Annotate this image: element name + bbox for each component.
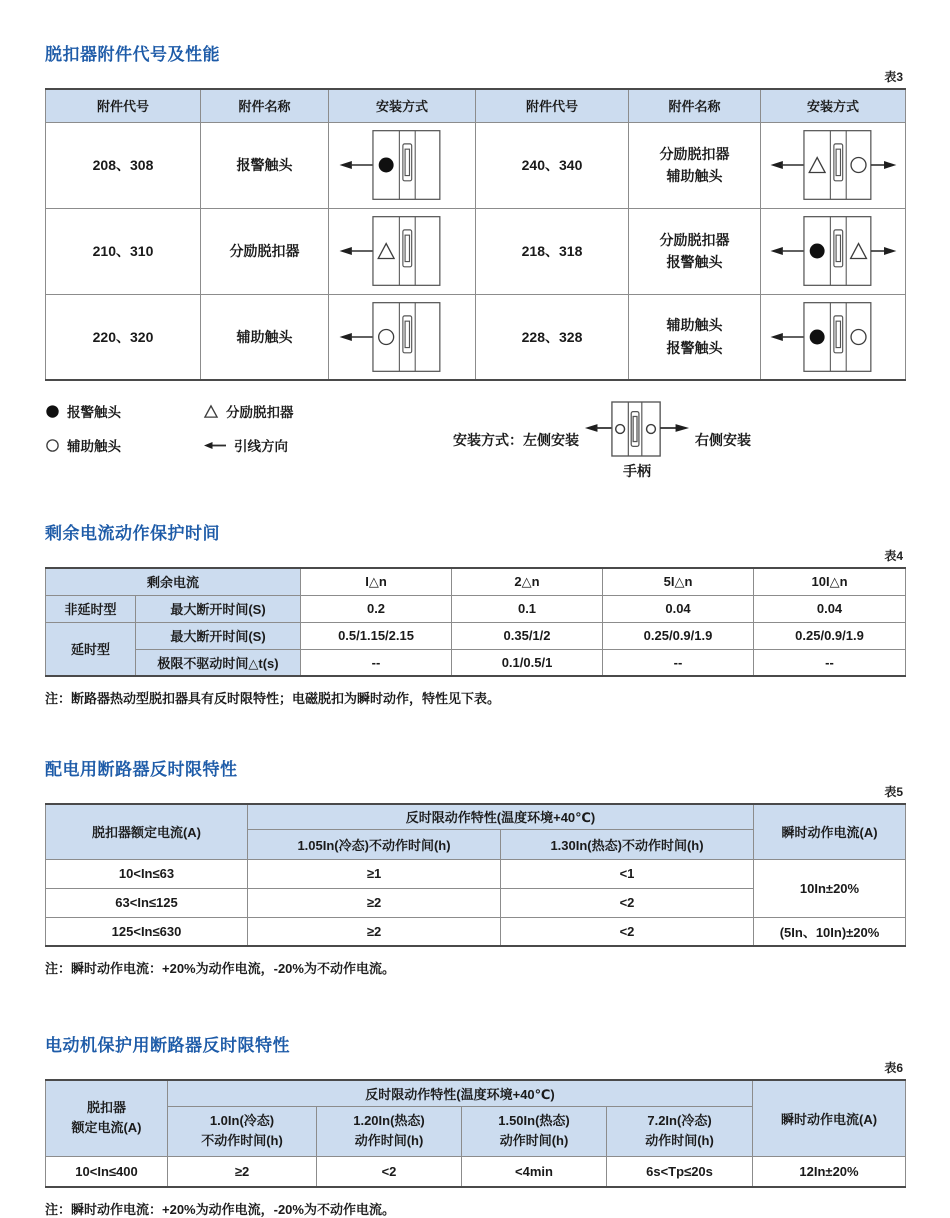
column-header: 1.05In(冷态)不动作时间(h) xyxy=(248,829,501,859)
value-cell: 0.04 xyxy=(754,595,906,622)
row-group-label: 延时型 xyxy=(46,622,136,676)
value-cell: <1 xyxy=(501,859,754,888)
current-range: 10<In≤63 xyxy=(46,859,248,888)
row-param-label: 最大断开时间(S) xyxy=(136,622,301,649)
value-cell: ≥2 xyxy=(248,917,501,946)
handle-diagram-icon xyxy=(583,399,691,459)
accessory-name: 报警触头 xyxy=(201,122,329,208)
column-header: 附件代号 xyxy=(46,89,201,122)
legend-symbol-list xyxy=(45,401,375,455)
value-cell: 0.25/0.9/1.9 xyxy=(754,622,906,649)
rated-current-header: 脱扣器 额定电流(A) xyxy=(46,1080,168,1156)
column-header: 1.20In(热态) 动作时间(h) xyxy=(317,1106,462,1156)
mount-diagram-alarm-left-shunt-right-icon xyxy=(767,212,899,290)
residual-current-table xyxy=(45,567,906,677)
rated-current-header: 脱扣器额定电流(A) xyxy=(46,804,248,859)
install-diagram-wrap xyxy=(583,399,691,481)
column-header: 1.0In(冷态) 不动作时间(h) xyxy=(168,1106,317,1156)
accessory-name: 辅助触头 报警触头 xyxy=(629,294,761,380)
accessory-name: 分励脱扣器 报警触头 xyxy=(629,208,761,294)
motor-inverse-time-table xyxy=(45,1079,906,1188)
column-header: 10I△n xyxy=(754,568,906,595)
section-distribution-inverse-time xyxy=(45,755,905,977)
section-title: 电动机保护用断路器反时限特性 xyxy=(45,1036,290,1055)
column-header: 5I△n xyxy=(603,568,754,595)
instant-current-header: 瞬时动作电流(A) xyxy=(754,804,906,859)
table6-note: 注：瞬时动作电流：+20%为动作电流，-20%为不动作电流。 xyxy=(45,1202,395,1217)
mount-diagram-shunt-left-aux-right-icon xyxy=(767,126,899,204)
install-direction-legend xyxy=(453,399,751,481)
legend-label: 分励脱扣器 xyxy=(226,405,294,420)
column-header: 附件名称 xyxy=(201,89,329,122)
legend-label: 引线方向 xyxy=(234,439,288,454)
section-title: 剩余电流动作保护时间 xyxy=(45,524,220,543)
current-range: 10<In≤400 xyxy=(46,1156,168,1187)
install-left-label: 安装方式：左侧安装 xyxy=(453,432,579,448)
datasheet-page xyxy=(45,0,905,1218)
section-title: 配电用断路器反时限特性 xyxy=(45,760,238,779)
mount-diagram-cell xyxy=(329,294,476,380)
table3-label: 表3 xyxy=(884,70,903,84)
value-cell: <2 xyxy=(501,917,754,946)
column-header: 2△n xyxy=(452,568,603,595)
column-header: I△n xyxy=(301,568,452,595)
accessory-code: 218、318 xyxy=(476,208,629,294)
value-cell: 0.1 xyxy=(452,595,603,622)
legend-item-aux-contact xyxy=(45,435,203,455)
column-header: 1.50In(热态) 动作时间(h) xyxy=(462,1106,607,1156)
value-cell: <2 xyxy=(317,1156,462,1187)
accessory-code: 228、328 xyxy=(476,294,629,380)
table6-label: 表6 xyxy=(884,1061,903,1075)
column-header: 1.30In(热态)不动作时间(h) xyxy=(501,829,754,859)
triangle-icon xyxy=(203,404,219,419)
mount-diagram-shunt-left-icon xyxy=(336,212,468,290)
table-row xyxy=(46,1156,906,1187)
instant-value: 12In±20% xyxy=(753,1156,906,1187)
legend-item-shunt-release xyxy=(203,401,375,421)
value-cell: <2 xyxy=(501,888,754,917)
value-cell: ≥1 xyxy=(248,859,501,888)
value-cell: -- xyxy=(301,649,452,676)
accessory-code: 240、340 xyxy=(476,122,629,208)
filled-circle-icon xyxy=(45,404,60,419)
accessory-name: 辅助触头 xyxy=(201,294,329,380)
value-cell: 0.25/0.9/1.9 xyxy=(603,622,754,649)
accessories-header-row xyxy=(46,89,906,122)
column-header: 附件名称 xyxy=(629,89,761,122)
handle-label: 手柄 xyxy=(623,463,651,479)
table4-label: 表4 xyxy=(884,549,903,563)
value-cell: 0.04 xyxy=(603,595,754,622)
mount-diagram-cell xyxy=(329,208,476,294)
current-range: 125<In≤630 xyxy=(46,917,248,946)
header-row xyxy=(46,804,906,829)
legend-item-lead-direction xyxy=(203,435,375,455)
group-header: 反时限动作特性(温度环境+40℃) xyxy=(248,804,754,829)
row-param-label: 极限不驱动时间△t(s) xyxy=(136,649,301,676)
arrow-left-icon xyxy=(203,440,227,451)
current-range: 63<In≤125 xyxy=(46,888,248,917)
column-header: 安装方式 xyxy=(329,89,476,122)
value-cell: 0.1/0.5/1 xyxy=(452,649,603,676)
table-row xyxy=(46,917,906,946)
table5-label: 表5 xyxy=(884,785,903,799)
accessory-code: 220、320 xyxy=(46,294,201,380)
value-cell: 0.5/1.15/2.15 xyxy=(301,622,452,649)
column-header: 安装方式 xyxy=(761,89,906,122)
table5-note: 注：瞬时动作电流：+20%为动作电流，-20%为不动作电流。 xyxy=(45,961,395,976)
table-row xyxy=(46,859,906,888)
section-motor-inverse-time xyxy=(45,1031,905,1218)
mount-diagram-alarm-left-icon xyxy=(336,126,468,204)
value-cell: -- xyxy=(754,649,906,676)
value-cell: <4min xyxy=(462,1156,607,1187)
instant-value: (5In、10In)±20% xyxy=(754,917,906,946)
header-row xyxy=(46,568,906,595)
mount-diagram-cell xyxy=(761,122,906,208)
accessory-code: 208、308 xyxy=(46,122,201,208)
column-header: 附件代号 xyxy=(476,89,629,122)
legend xyxy=(45,395,905,481)
group-header: 反时限动作特性(温度环境+40℃) xyxy=(168,1080,753,1106)
accessories-table xyxy=(45,88,906,381)
install-right-label: 右侧安装 xyxy=(695,432,751,448)
legend-label: 辅助触头 xyxy=(67,439,121,454)
column-header: 7.2In(冷态) 动作时间(h) xyxy=(607,1106,753,1156)
mount-diagram-alarm-left-aux-right-icon xyxy=(767,298,899,376)
table-row xyxy=(46,208,906,294)
section-trip-accessories xyxy=(45,40,905,481)
mount-diagram-cell xyxy=(761,208,906,294)
table-row xyxy=(46,595,906,622)
value-cell: -- xyxy=(603,649,754,676)
section-residual-current xyxy=(45,519,905,707)
mount-diagram-cell xyxy=(761,294,906,380)
table4-note: 注：断路器热动型脱扣器具有反时限特性；电磁脱扣为瞬时动作，特性见下表。 xyxy=(45,691,501,706)
corner-header: 剩余电流 xyxy=(46,568,301,595)
distribution-inverse-time-table xyxy=(45,803,906,947)
value-cell: 6s<Tp≤20s xyxy=(607,1156,753,1187)
instant-value-merged: 10In±20% xyxy=(754,859,906,917)
open-circle-icon xyxy=(45,438,60,453)
row-group-label: 非延时型 xyxy=(46,595,136,622)
value-cell: 0.2 xyxy=(301,595,452,622)
mount-diagram-aux-left-icon xyxy=(336,298,468,376)
value-cell: ≥2 xyxy=(168,1156,317,1187)
table-row xyxy=(46,622,906,649)
accessory-name: 分励脱扣器 辅助触头 xyxy=(629,122,761,208)
header-row xyxy=(46,1080,906,1106)
legend-label: 报警触头 xyxy=(67,405,121,420)
table-row xyxy=(46,294,906,380)
mount-diagram-cell xyxy=(329,122,476,208)
table-row xyxy=(46,649,906,676)
legend-item-alarm-contact xyxy=(45,401,203,421)
page-title: 脱扣器附件代号及性能 xyxy=(45,45,220,64)
accessory-name: 分励脱扣器 xyxy=(201,208,329,294)
row-param-label: 最大断开时间(S) xyxy=(136,595,301,622)
accessory-code: 210、310 xyxy=(46,208,201,294)
value-cell: 0.35/1/2 xyxy=(452,622,603,649)
table-row xyxy=(46,122,906,208)
value-cell: ≥2 xyxy=(248,888,501,917)
instant-current-header: 瞬时动作电流(A) xyxy=(753,1080,906,1156)
